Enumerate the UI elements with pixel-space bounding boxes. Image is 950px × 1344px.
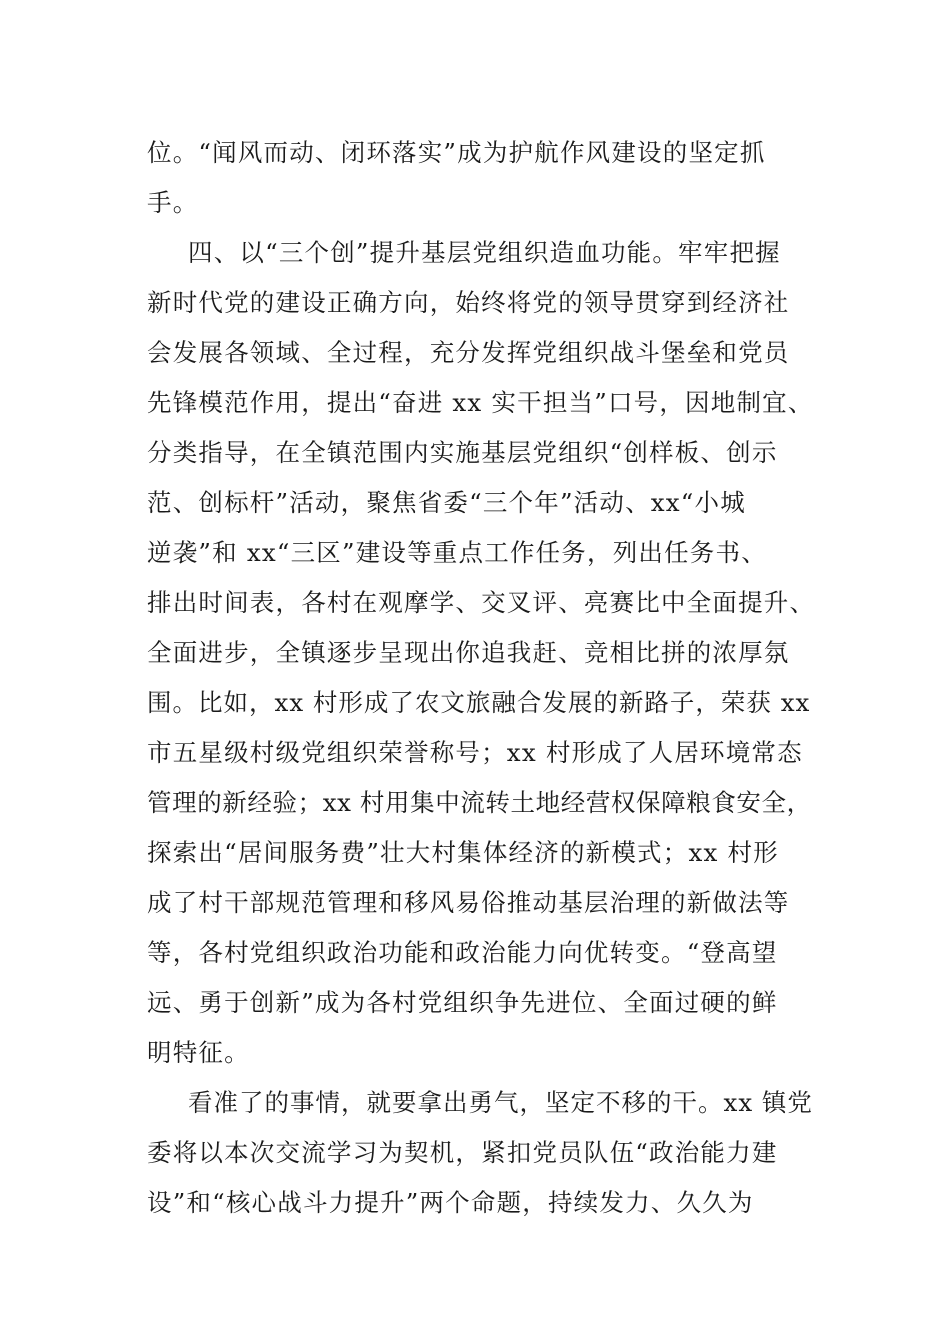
text-line: 先锋模范作用，提出“奋进 xx 实干担当”口号，因地制宜、: [147, 388, 814, 417]
text-line: 市五星级村级党组织荣誉称号；xx 村形成了人居环境常态: [147, 738, 803, 767]
text-line: 范、创标杆”活动，聚焦省委“三个年”活动、xx“小城: [147, 488, 746, 517]
text-line: 排出时间表，各村在观摩学、交叉评、亮赛比中全面提升、: [147, 588, 816, 617]
text-line: 远、勇于创新”成为各村党组织争先进位、全面过硬的鲜: [147, 988, 778, 1017]
text-line: 明特征。: [147, 1038, 250, 1067]
text-line: 全面进步，全镇逐步呈现出你追我赶、竞相比拼的浓厚氛: [147, 638, 790, 667]
paragraph-start-line: 看准了的事情，就要拿出勇气，坚定不移的干。xx 镇党: [188, 1088, 813, 1117]
paragraph-heading-line: 四、以“三个创”提升基层党组织造血功能。牢牢把握: [188, 238, 781, 267]
text-line: 手。: [147, 188, 199, 217]
text-line: 等，各村党组织政治功能和政治能力向优转变。“登高望: [147, 938, 778, 967]
text-line: 管理的新经验；xx 村用集中流转土地经营权保障粮食安全，: [147, 788, 812, 817]
text-line: 围。比如，xx 村形成了农文旅融合发展的新路子，荣获 xx: [147, 688, 811, 717]
text-line: 委将以本次交流学习为契机，紧扣党员队伍“政治能力建: [147, 1138, 778, 1167]
text-line: 设”和“核心战斗力提升”两个命题，持续发力、久久为: [147, 1188, 754, 1217]
text-line: 分类指导，在全镇范围内实施基层党组织“创样板、创示: [147, 438, 778, 467]
text-line: 位。“闻风而动、闭环落实”成为护航作风建设的坚定抓: [147, 138, 766, 167]
text-line: 会发展各领域、全过程，充分发挥党组织战斗堡垒和党员: [147, 338, 790, 367]
text-line: 成了村干部规范管理和移风易俗推动基层治理的新做法等: [147, 888, 790, 917]
text-line: 逆袭”和 xx“三区”建设等重点工作任务，列出任务书、: [147, 538, 767, 567]
text-line: 探索出“居间服务费”壮大村集体经济的新模式；xx 村形: [147, 838, 779, 867]
text-line: 新时代党的建设正确方向，始终将党的领导贯穿到经济社: [147, 288, 790, 317]
